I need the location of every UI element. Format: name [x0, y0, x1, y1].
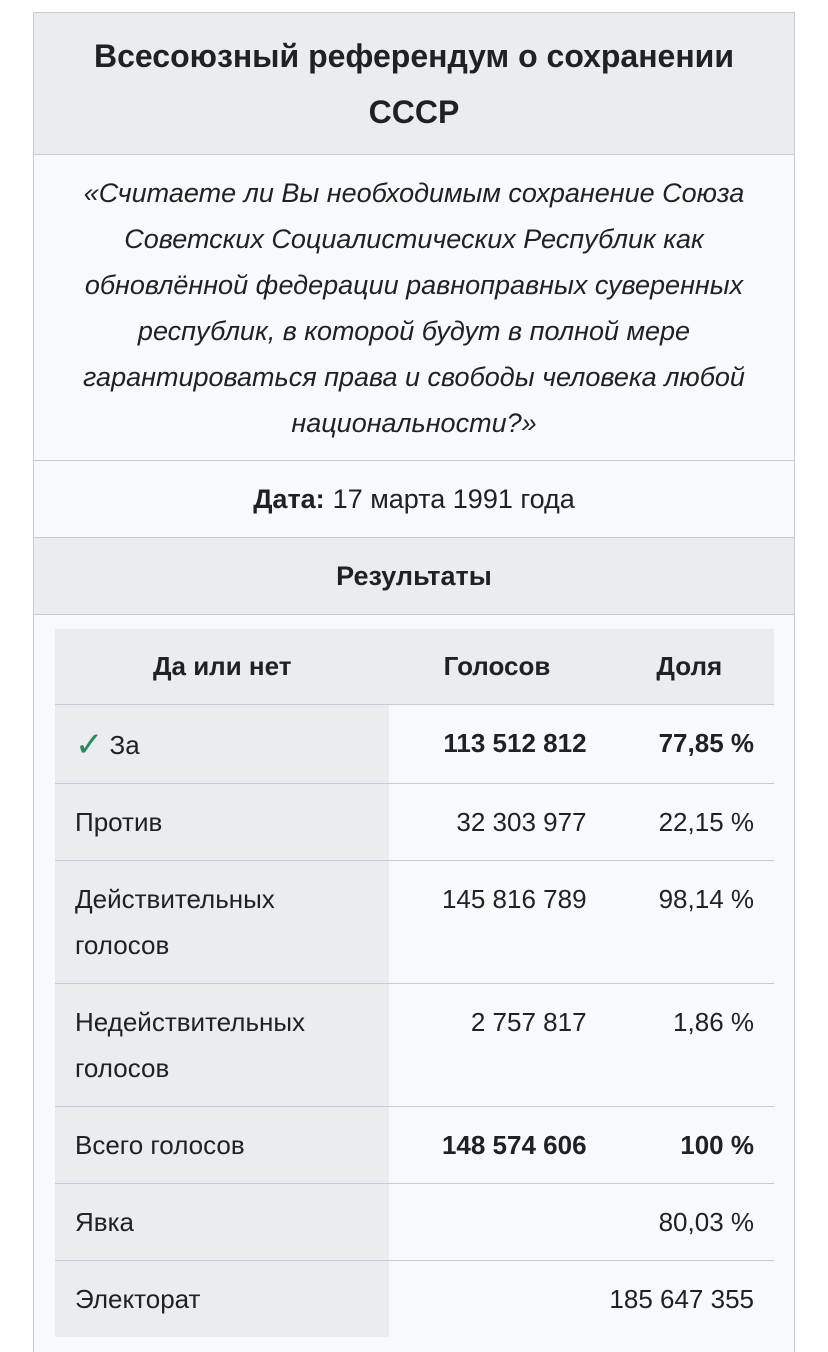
checkmark-icon: ✓ [75, 726, 104, 764]
share-cell: 80,03 % [605, 1184, 774, 1261]
votes-cell: 2 757 817 [389, 984, 604, 1107]
referendum-date [34, 461, 794, 538]
table-row-turnout [55, 1184, 774, 1261]
table-row-invalid [55, 984, 774, 1107]
date-label: Дата: [253, 483, 325, 514]
table-row-against [55, 784, 774, 861]
share-cell: 1,86 % [605, 984, 774, 1107]
column-header-votes: Голосов [389, 629, 604, 705]
table-row-for [55, 705, 774, 784]
date-value: 17 марта 1991 года [332, 483, 575, 514]
votes-cell: 113 512 812 [389, 705, 604, 784]
row-label: За [109, 730, 140, 760]
table-row-electorate [55, 1261, 774, 1338]
row-label-cell [55, 705, 389, 784]
share-cell: 100 % [605, 1107, 774, 1184]
column-header-share: Доля [605, 629, 774, 705]
results-header-row [55, 629, 774, 705]
share-cell: 98,14 % [605, 861, 774, 984]
results-table [55, 629, 774, 1337]
share-cell: 77,85 % [605, 705, 774, 784]
results-heading: Результаты [34, 538, 794, 615]
electorate-value: 185 647 355 [389, 1261, 774, 1338]
row-label: Против [55, 784, 389, 861]
votes-cell: 145 816 789 [389, 861, 604, 984]
row-label: Явка [55, 1184, 389, 1261]
infobox-title: Всесоюзный референдум о сохранении СССР [34, 13, 794, 155]
row-label: Действительных голосов [55, 861, 389, 984]
row-label: Недействительных голосов [55, 984, 389, 1107]
row-label: Всего голосов [55, 1107, 389, 1184]
table-row-total [55, 1107, 774, 1184]
column-header-choice: Да или нет [55, 629, 389, 705]
votes-cell: 148 574 606 [389, 1107, 604, 1184]
table-row-valid [55, 861, 774, 984]
referendum-infobox [33, 12, 795, 1352]
referendum-question: «Считаете ли Вы необходимым сохранение Союза Советских Социалистических Республик как обновлённой федерации равноправных суверенных республик, в которой будут в полной мере гарантироваться права и свободы человека любой национальности?» [34, 155, 794, 461]
votes-cell [389, 1184, 604, 1261]
row-label: Электорат [55, 1261, 389, 1338]
share-cell: 22,15 % [605, 784, 774, 861]
votes-cell: 32 303 977 [389, 784, 604, 861]
